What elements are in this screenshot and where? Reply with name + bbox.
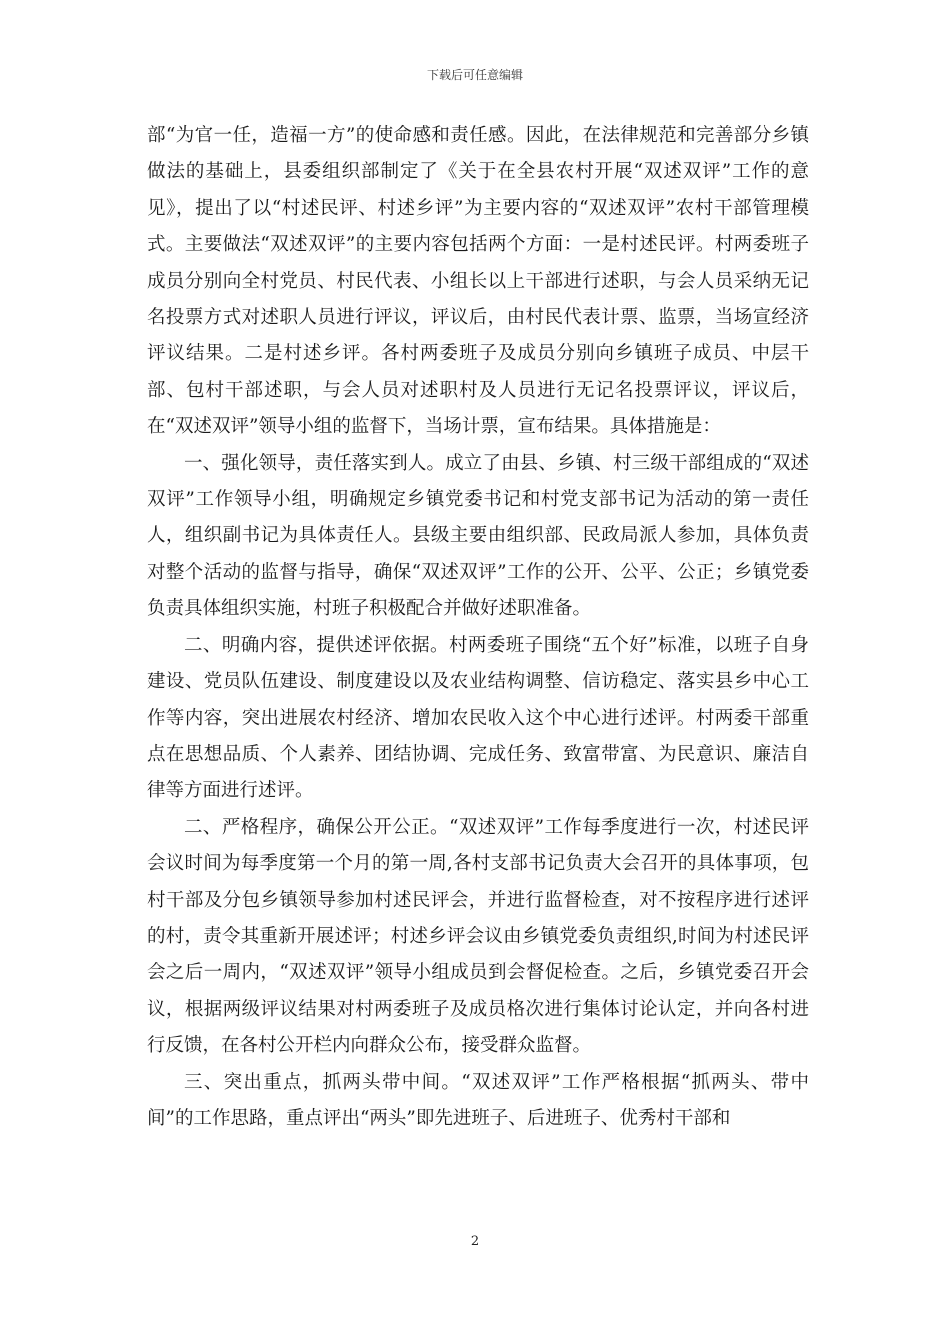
page-header: 下载后可任意编辑: [426, 68, 523, 82]
paragraph-strengthen-leadership: 一、强化领导，责任落实到人。成立了由县、乡镇、村三级干部组成的“双述双评”工作领导小组，明确规定乡镇党委书记和村党支部书记为活动的第一责任人，组织副书记为具体责任人。县级主要由组织部、民政局派人参加，具体负责对整个活动的监督与指导，确保“双述双评”工作的公开、公平、公正；乡镇党委负责具体组织实施，村班子积极配合并做好述职准备。: [147, 452, 809, 620]
document-body: [147, 118, 809, 1137]
paragraph-strict-procedure: 二、严格程序，确保公开公正。“双述双评”工作每季度进行一次，村述民评会议时间为每季度第一个月的第一周,各村支部书记负责大会召开的具体事项，包村干部及分包乡镇领导参加村述民评会，并进行监督检查，对不按程序进行述评的村，责令其重新开展述评；村述乡评会议由乡镇党委负责组织,时间为村述民评会之后一周内，“双述双评”领导小组成员到会督促检查。之后，乡镇党委召开会议，根据两级评议结果对村两委班子及成员格次进行集体讨论认定，并向各村进行反馈，在各村公开栏内向群众公布，接受群众监督。: [147, 816, 809, 1057]
paragraph-continuation: 部“为官一任，造福一方”的使命感和责任感。因此，在法律规范和完善部分乡镇做法的基础上，县委组织部制定了《关于在全县农村开展“双述双评”工作的意见》，提出了以“村述民评、村述乡评”为主要内容的“双述双评”农村干部管理模式。主要做法“双述双评”的主要内容包括两个方面：一是村述民评。村两委班子成员分别向全村党员、村民代表、小组长以上干部进行述职，与会人员采纳无记名投票方式对述职人员进行评议，评议后，由村民代表计票、监票，当场宣经济评议结果。二是村述乡评。各村两委班子及成员分别向乡镇班子成员、中层干部、包村干部述职，与会人员对述职村及人员进行无记名投票评议，评议后，在“双述双评”领导小组的监督下，当场计票，宣布结果。具体措施是：: [147, 125, 809, 438]
paragraph-clarify-content: 二、明确内容，提供述评依据。村两委班子围绕“五个好”标准，以班子自身建设、党员队伍建设、制度建设以及农业结构调整、信访稳定、落实县乡中心工作等内容，突出进展农村经济、增加农民收入这个中心进行述评。村两委干部重点在思想品质、个人素养、团结协调、完成任务、致富带富、为民意识、廉洁自律等方面进行述评。: [147, 634, 809, 802]
page-number: 2: [470, 1234, 480, 1249]
paragraph-highlight-focus: 三、突出重点，抓两头带中间。“双述双评”工作严格根据“抓两头、带中间”的工作思路，重点评出“两头”即先进班子、后进班子、优秀村干部和: [147, 1071, 809, 1129]
